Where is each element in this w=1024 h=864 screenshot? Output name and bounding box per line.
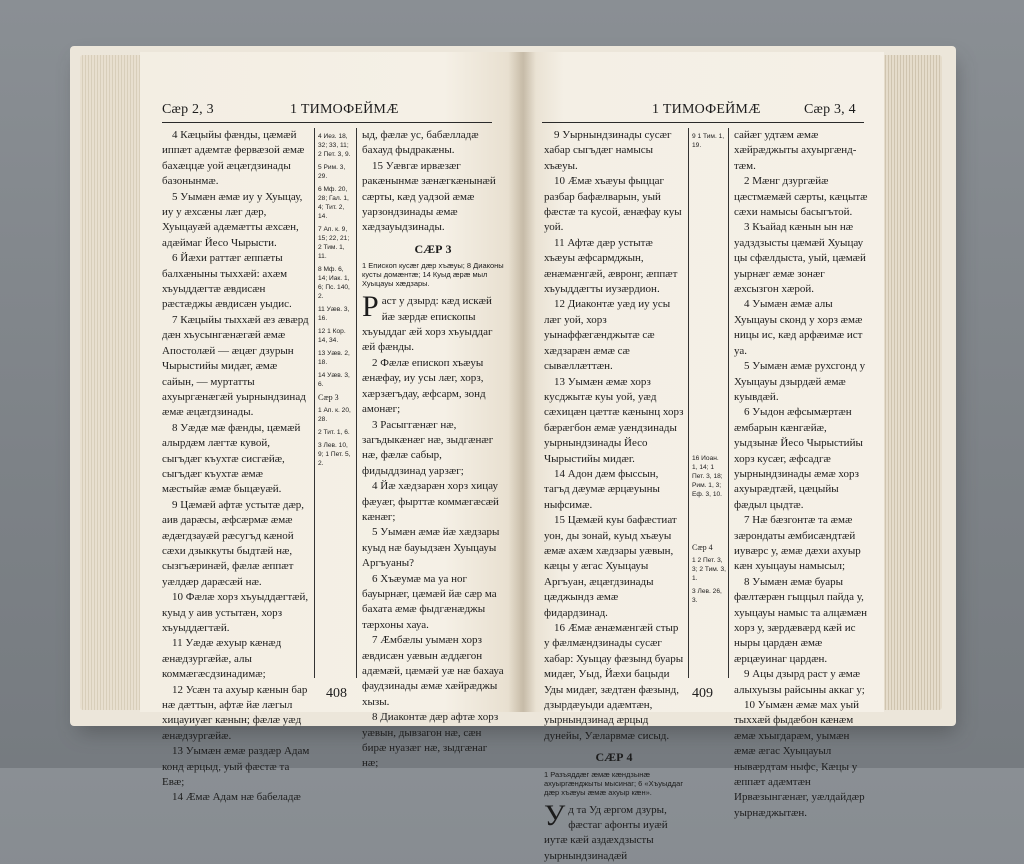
verse: 11 Афтæ дæр устытæ хъæуы æфсармджын, æнæмæнгæй, æвронг, æппæт хъуыддæгты иузæрдион. bbox=[544, 236, 678, 296]
drop-cap: У bbox=[544, 798, 566, 832]
cross-reference: 11 Уæв. 3, 16. bbox=[318, 306, 350, 322]
right-page-number: 409 bbox=[692, 686, 713, 701]
right-running-head-chapter: Сæр 3, 4 bbox=[804, 102, 856, 117]
verse: 5 Уымæн æмæ рухсгонд у Хуыцауы дзырдæй æмæ куывдæй. bbox=[734, 360, 866, 403]
chapter-marker: Сæр 3 bbox=[318, 393, 339, 402]
page-edges-right bbox=[880, 55, 942, 710]
cross-reference: 13 Уæв. 2, 18. bbox=[318, 350, 350, 366]
verse: 6 Уыдон æфсымæртæн æмбарын кæнгæйæ, уыдзынæ Йесо Чырыстийы хорз кусæг, æфсадгæ уырнындзинады æмæ хорз ахуырæдтæй, цæцыйы фæдыл цыдтæ. bbox=[734, 406, 863, 511]
verse: ыд, фæлæ ус, бабæлладæ бахауд фыдракæны. bbox=[362, 129, 479, 157]
right-header-rule bbox=[542, 122, 864, 123]
cross-reference: 4 Иез. 18, 32; 33, 11; 2 Пет. 3, 9. bbox=[318, 133, 351, 158]
verse: 7 Кæцыйы тыххæй æз æвæрд дæн хъусынгæнæгæй æмæ Апостолæй — æцæг дзурын Чырыстийы мидæг, æмæ сайын, — муртатты ахуыргæнæгæй уырнындзинад æмæ æцæгдзинады. bbox=[162, 313, 309, 419]
verse: 10 Æмæ хъæуы фыццаг разбар бафæлварын, уый фæстæ та кусой, æнæфау куы уой. bbox=[544, 175, 682, 234]
verse: 9 Ацы дзырд раст у æмæ алыхуызы райсыны аккаг у; bbox=[734, 668, 865, 696]
verse: 16 Æмæ æнæмæнгæй стыр у фæлмæндзинады сусæг хабар: Хуыцау фæзынд буары мидæг, Уыд, Йæхи бацыди Уды мидæг, зæдтæн фæзынд, дзырдæуыди адæмтæн, уырнындзинад æрцыд дунейы, Уæларвмæ сисыд. bbox=[544, 622, 684, 742]
chapter-marker: Сæр 4 bbox=[692, 543, 713, 552]
right-column-1 bbox=[544, 128, 684, 864]
chapter-heading: СÆР 3 bbox=[414, 241, 452, 256]
verse: 10 Уымæн æмæ мах уый тыххæй фыдæбон кæнæм æмæ хъыгдарæм, уымæн æмæ æгас Хуыцауыл нывæрдтам ныфс, Кæцы у æппæт адæмтæн Ирвæзынгæнæг, уæлдайдæр уырнæджытæн. bbox=[734, 699, 865, 819]
cross-reference: 6 Мф. 20, 28; Гал. 1, 4; Тит. 2, 14. bbox=[318, 186, 349, 220]
left-column-1 bbox=[162, 128, 310, 806]
drop-cap: Р bbox=[362, 290, 379, 324]
verse: 10 Фæлæ хорз хъуыддæгтæй, куыд у аив устытæн, хорз хъуыддæгтæй. bbox=[162, 591, 309, 634]
verse: 15 Цæмæй куы бафæстиат уон, ды зонай, куыд хъæуы æмæ ахæм хæдзары уæвын, кæцы у æгас Хуыцауы Аргъуан, æцæгдзинады цæджындз æмæ фидардзинад. bbox=[544, 514, 677, 619]
cross-reference: 3 Лев. 10, 9; 1 Пет. 5, 2. bbox=[318, 442, 351, 467]
verse: 11 Уæдæ æхуыр кæнæд æнæдзургæйæ, алы коммæгæсдзинадимæ; bbox=[162, 637, 282, 681]
verse: 8 Уымæн æмæ буары фæлтæрæн гыццыл пайда у, хуыцауы намыс та алцæмæн хорз у, зæрдæвæрд кæй ис ныры цардæн æмæ æрцæуинаг цардæн. bbox=[734, 575, 868, 665]
right-page bbox=[520, 52, 884, 862]
cross-reference: 8 Мф. 6, 14; Иак. 1, 6; Пс. 140, 2. bbox=[318, 266, 350, 300]
verse: 6 Хъæумæ ма уа ног бауырнæг, цæмæй йæ сæр ма бахата æмæ фыдгæнæджы тæрхоны хауа. bbox=[362, 572, 497, 631]
verse: 14 Æмæ Адам нæ бабеладæ bbox=[172, 791, 301, 804]
verse: 5 Уымæн æмæ иу у Хуыцау, иу у æхсæны лæг дæр, Хуыцауæй адæмæтты æхсæн, адæймаг Йесо Чырысти. bbox=[162, 190, 303, 249]
right-column-2 bbox=[734, 128, 872, 821]
cross-reference: 7 Ап. к. 9, 15; 22, 21; 2 Тим. 1, 11. bbox=[318, 226, 350, 260]
verse: 14 Адон дæм фыссын, тагъд дæумæ æрцæуыны ныфсимæ. bbox=[544, 467, 660, 511]
book-gutter bbox=[508, 52, 536, 712]
left-running-head-chapter: Сæр 2, 3 bbox=[162, 102, 214, 117]
verse: 8 Уæдæ мæ фæнды, цæмæй алырдæм лæгтæ кувой, сыгъдæг къухтæ сисгæйæ, сыгъдæг къухтæ æмæ мæстыйæ æмæ быцæуæй. bbox=[162, 421, 301, 496]
verse: 9 Цæмæй афтæ устытæ дæр, аив дарæсы, æфсæрмæ æмæ æдæгдзауæй рæсугъд кæной сæхи дзыккуты быдтæй нæ, сызгъæринæй, фæлæ æппæт уæлдæр дарæсæй нæ. bbox=[162, 498, 305, 588]
verse: 13 Уымæн æмæ хорз кусджытæ куы уой, уæд сæхицæн цæттæ кæнынц хорз бæрæгбон æмæ уæндзинады уырнындзинады Йесо Чырыстийы мидæг. bbox=[544, 375, 684, 465]
left-column-2 bbox=[362, 128, 504, 772]
verse: 4 Уымæн æмæ алы Хуыцауы сконд у хорз æмæ ницы ис, кæд арфæимæ ист уа. bbox=[734, 298, 863, 357]
verse: 7 Нæ бæзгонтæ та æмæ зæрондаты æмбисæндтæй иувæрс у, æмæ дæхи ахуыр кæн хуыцауы намысыл; bbox=[734, 514, 861, 573]
cross-reference: 3 Лев. 26, 3. bbox=[692, 588, 722, 604]
chapter-heading: СÆР 4 bbox=[595, 750, 633, 765]
verse: 7 Æмбæлы уымæн хорз æвдисæн уæвын æддæгон адæмæй, цæмæй уæ нæ бахауа фаудзинады æмæ хæйрæджы хызы. bbox=[362, 634, 504, 708]
verse: 13 Уымæн æмæ раздæр Адам конд æрцыд, уый фæстæ та Евæ; bbox=[162, 745, 310, 789]
chapter-summary: 1 Епископ кусæг дæр хъæуы; 8 Диаконы кусты домæнтæ; 14 Куыд æрæ мыл Хуыцауы хæдзары. bbox=[362, 261, 504, 289]
left-cross-references bbox=[318, 132, 354, 472]
cross-reference: 1 2 Пет. 3, 3; 2 Тим. 3, 1. bbox=[692, 557, 726, 582]
left-header-rule bbox=[162, 122, 492, 123]
verse: сайæг удтæм æмæ хæйрæджыты ахуыргæнд-тæм. bbox=[734, 129, 857, 172]
page-edges-left bbox=[80, 55, 144, 710]
verse: 12 Диаконтæ уæд иу усы лæг уой, хорз уынаффæгæнджытæ сæ хæдзарæн æмæ сæ сывæллæттæн. bbox=[544, 298, 671, 373]
verse: 8 Диаконтæ дæр афтæ хорз уæвын, дывзагон нæ, сæн бирæ нуазæг нæ, зыдгæнаг нæ; bbox=[362, 711, 499, 770]
left-column-rule-1 bbox=[314, 128, 315, 678]
verse: 9 Уырнындзинады сусæг хабар сыгъдæг намысы хъæуы. bbox=[544, 129, 672, 172]
verse: 3 Къайад кæнын ын нæ уадздзысты цæмæй Хуыцау цы сфæлдыста, уый, цæмæй уырнæг æмæ зонæг æхсызгон хæрой. bbox=[734, 221, 866, 296]
left-column-rule-2 bbox=[356, 128, 357, 678]
verse: 6 Йæхи раттæг æппæты балхæныны тыххæй: ахæм хъуыддæгтæ æвдисæн рæстæджы æвдисæн уыдис. bbox=[162, 252, 292, 311]
right-running-head-book: 1 ТИМОФЕЙМÆ bbox=[652, 102, 761, 117]
reference-spacer bbox=[692, 154, 726, 454]
verse: 15 Уæвгæ ирвæзæг ракæнынмæ зæнæгкæнынæй сæрты, кæд уадзой æмæ уарзондзинады æмæ хæдзауыдзинады. bbox=[362, 159, 496, 234]
right-column-rule-1 bbox=[688, 128, 689, 678]
right-cross-references bbox=[692, 132, 726, 609]
chapter-summary: 1 Разъяддæг æмæ кæндзынæ ахуыргæнджыты мысинаг; 6 «Хъуыддаг дæр хъæуы æмæ ахуыр кæн». bbox=[544, 769, 684, 797]
cross-reference: 12 1 Кор. 14, 34. bbox=[318, 328, 346, 344]
verse: аст у дзырд: кæд искæй йæ зæрдæ епископы хъуыддаг æй хорз хъуыддаг æй фæнды. bbox=[362, 295, 493, 354]
cross-reference: 2 Тит. 1, 6. bbox=[318, 429, 350, 436]
left-page-number: 408 bbox=[326, 686, 347, 701]
verse: 5 Уымæн æмæ йæ хæдзары куыд нæ бауыдзæн Хуыцауы Аргъуаны? bbox=[362, 526, 500, 570]
verse: 2 Мæнг дзургæйæ цæстмæмæй сæрты, кæцытæ сæхи намысы басыгътой. bbox=[734, 175, 868, 219]
cross-reference: 16 Иоан. 1, 14; 1 Пет. 3, 18; Рим. 1, 3; Еф. 3, 10. bbox=[692, 455, 723, 498]
cross-reference: 1 Ап. к. 20, 28. bbox=[318, 407, 351, 423]
cross-reference: 5 Рим. 3, 29. bbox=[318, 164, 346, 180]
verse: 3 Расыггæнæг нæ, загъдыкæнæг нæ, зыдгæнæг нæ, фæлæ сабыр, фидыддзинад уарзæг; bbox=[362, 418, 494, 477]
left-page bbox=[140, 52, 520, 804]
right-column-rule-2 bbox=[728, 128, 729, 678]
cross-reference: 14 Уæв. 3, 6. bbox=[318, 372, 350, 388]
left-running-head-book: 1 ТИМОФЕЙМÆ bbox=[290, 102, 399, 117]
verse: 4 Кæцыйы фæнды, цæмæй иппæт адæмтæ фервæзой æмæ бахæццæ уой æцæгдзинады базонынмæ. bbox=[162, 129, 305, 188]
verse: 12 Усæн та ахуыр кæнын бар нæ дæттын, афтæ йæ лæгыл хицауиуæг кæнын; фæлæ уæд æнæдзургæйæ. bbox=[162, 683, 308, 742]
cross-reference: 9 1 Тим. 1, 19. bbox=[692, 133, 725, 149]
verse: д та Уд æргом дзуры, фæстаг афонты иуæй иутæ кæй аздæхдзысты уырнындзинадæй bbox=[544, 803, 668, 862]
verse: 4 Йæ хæдзарæн хорз хицау фæуæг, фырттæ коммæгæсæй кæнæг; bbox=[362, 480, 499, 523]
verse: 2 Фæлæ епископ хъæуы æнæфау, иу усы лæг, хорз, хæрзæгъдау, æфсарм, зонд амонæг; bbox=[362, 356, 486, 416]
